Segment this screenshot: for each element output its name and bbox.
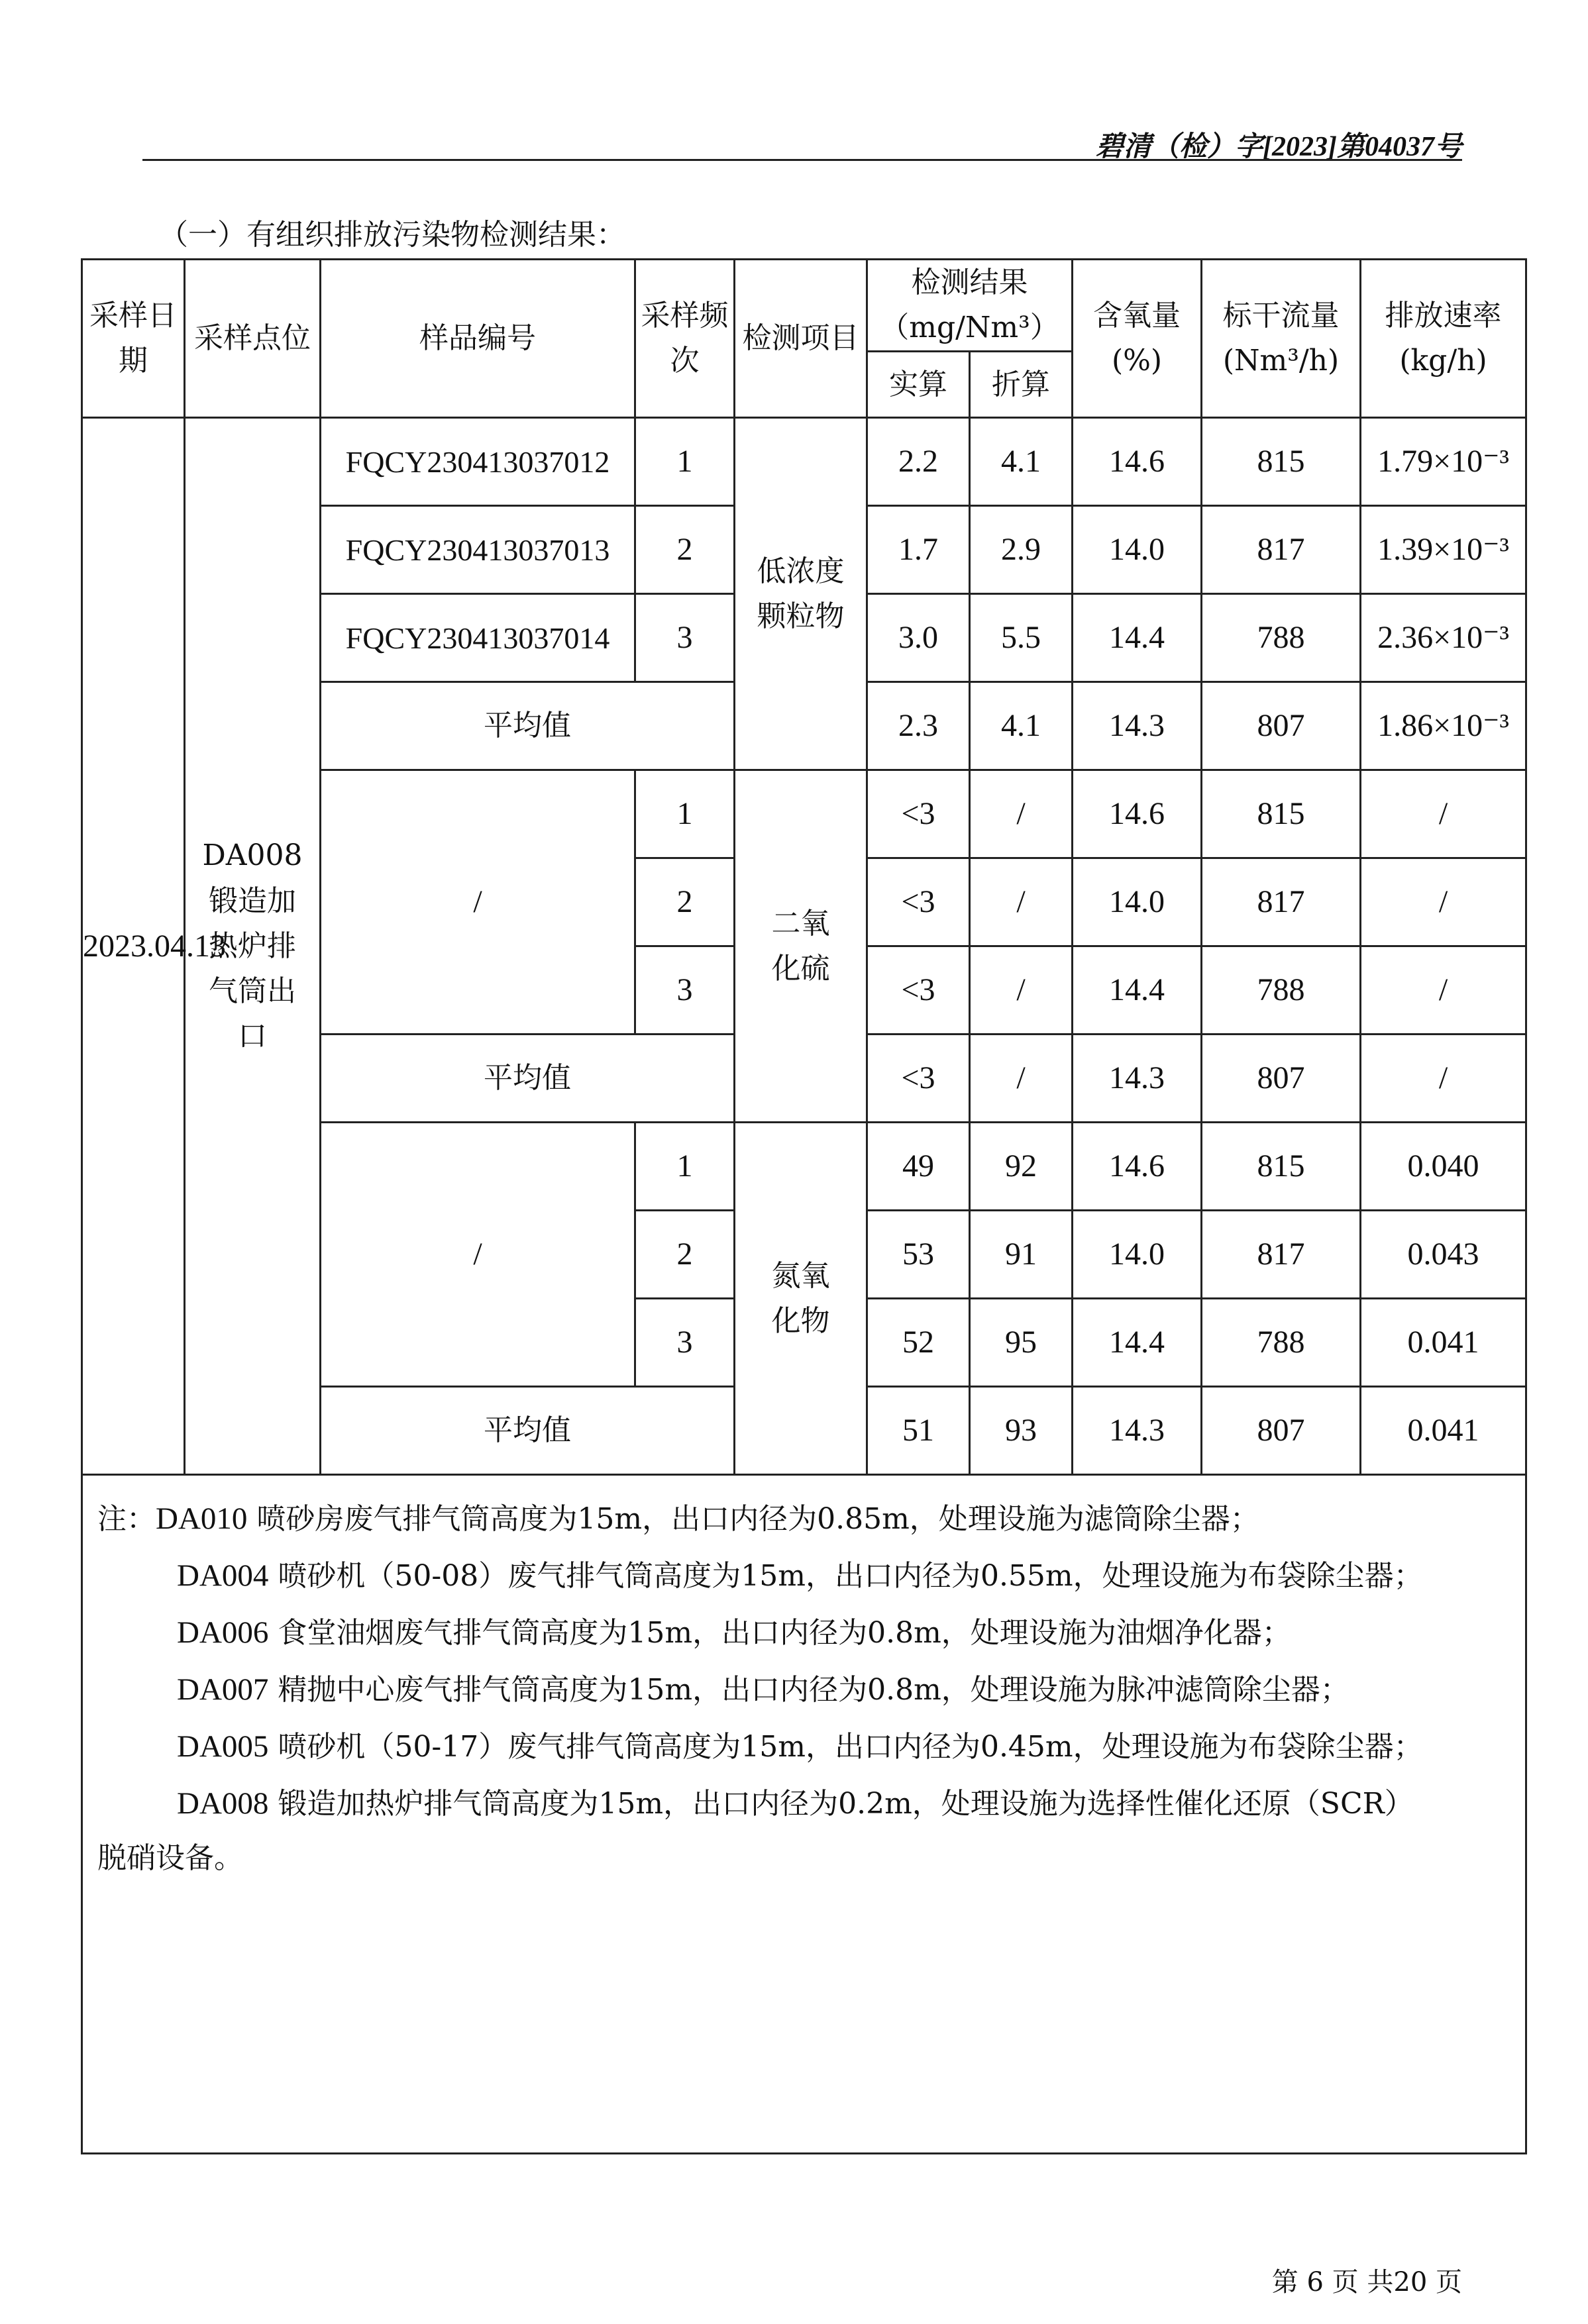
- actual-value: 49: [867, 1123, 970, 1211]
- rate-value: /: [1361, 770, 1526, 858]
- note-prefix: 注：: [97, 1502, 156, 1537]
- rate-value: 0.041: [1361, 1387, 1526, 1475]
- test-item: 氮氧化物: [735, 1123, 867, 1475]
- note-continuation: 脱硝设备。: [97, 1841, 243, 1876]
- rate-value: /: [1361, 1035, 1526, 1123]
- note-text: 精抛中心废气排气筒高度为15m，出口内径为0.8m，处理设施为脉冲滤筒除尘器；: [278, 1673, 1350, 1707]
- average-label: 平均值: [321, 1387, 735, 1475]
- flow-value: 815: [1202, 1123, 1361, 1211]
- oxygen-value: 14.4: [1073, 946, 1202, 1035]
- actual-value: 2.3: [867, 682, 970, 770]
- actual-value: <3: [867, 1035, 970, 1123]
- actual-value: <3: [867, 858, 970, 946]
- actual-value: <3: [867, 946, 970, 1035]
- note-text: 喷砂机（50-08）废气排气筒高度为15m，出口内径为0.55m，处理设施为布袋除尘器；: [278, 1559, 1423, 1593]
- report-number: 碧清（检）字[2023]第04037号: [1096, 132, 1462, 162]
- freq: 3: [635, 1299, 735, 1387]
- actual-value: 3.0: [867, 594, 970, 682]
- flow-value: 807: [1202, 1035, 1361, 1123]
- rate-value: 0.040: [1361, 1123, 1526, 1211]
- freq: 3: [635, 594, 735, 682]
- actual-value: <3: [867, 770, 970, 858]
- oxygen-value: 14.0: [1073, 506, 1202, 594]
- converted-value: 91: [970, 1211, 1073, 1299]
- sample-id: /: [321, 1123, 635, 1387]
- rate-value: 1.39×10⁻³: [1361, 506, 1526, 594]
- rate-value: /: [1361, 858, 1526, 946]
- header-result: 检测结果（mg/Nm³）: [867, 260, 1073, 352]
- oxygen-value: 14.6: [1073, 1123, 1202, 1211]
- converted-value: 2.9: [970, 506, 1073, 594]
- converted-value: /: [970, 1035, 1073, 1123]
- freq: 1: [635, 1123, 735, 1211]
- flow-value: 807: [1202, 1387, 1361, 1475]
- note-code: DA004: [177, 1558, 269, 1593]
- oxygen-value: 14.6: [1073, 770, 1202, 858]
- converted-value: 95: [970, 1299, 1073, 1387]
- note-line: [97, 1775, 1509, 1832]
- flow-value: 788: [1202, 1299, 1361, 1387]
- note-code: DA006: [177, 1615, 269, 1650]
- freq: 1: [635, 770, 735, 858]
- test-item: 二氧化硫: [735, 770, 867, 1123]
- header-rule: [142, 159, 1462, 161]
- oxygen-value: 14.3: [1073, 1035, 1202, 1123]
- header-actual: 实算: [867, 352, 970, 418]
- oxygen-value: 14.6: [1073, 418, 1202, 506]
- converted-value: 93: [970, 1387, 1073, 1475]
- header-flow: 标干流量(Nm³/h): [1202, 260, 1361, 418]
- flow-value: 815: [1202, 418, 1361, 506]
- header-rate: 排放速率(kg/h): [1361, 260, 1526, 418]
- flow-value: 788: [1202, 946, 1361, 1035]
- header-oxygen: 含氧量(%): [1073, 260, 1202, 418]
- flow-value: 788: [1202, 594, 1361, 682]
- oxygen-value: 14.3: [1073, 682, 1202, 770]
- flow-value: 817: [1202, 1211, 1361, 1299]
- freq: 2: [635, 1211, 735, 1299]
- page-number: 第 6 页 共20 页: [1271, 2267, 1462, 2298]
- rate-value: 0.043: [1361, 1211, 1526, 1299]
- sample-id: FQCY230413037014: [321, 594, 635, 682]
- flow-value: 817: [1202, 858, 1361, 946]
- note-text: 喷砂房废气排气筒高度为15m，出口内径为0.85m，处理设施为滤筒除尘器；: [256, 1502, 1259, 1537]
- converted-value: /: [970, 770, 1073, 858]
- freq: 2: [635, 506, 735, 594]
- note-text: 食堂油烟废气排气筒高度为15m，出口内径为0.8m，处理设施为油烟净化器；: [278, 1616, 1291, 1650]
- flow-value: 817: [1202, 506, 1361, 594]
- note-code: DA010: [156, 1501, 248, 1537]
- oxygen-value: 14.4: [1073, 594, 1202, 682]
- sample-id: FQCY230413037013: [321, 506, 635, 594]
- note-line: [97, 1604, 1509, 1661]
- freq: 3: [635, 946, 735, 1035]
- oxygen-value: 14.4: [1073, 1299, 1202, 1387]
- test-item: 低浓度颗粒物: [735, 418, 867, 770]
- header-freq: 采样频次: [635, 260, 735, 418]
- header-sample-id: 样品编号: [321, 260, 635, 418]
- rate-value: 2.36×10⁻³: [1361, 594, 1526, 682]
- freq: 1: [635, 418, 735, 506]
- actual-value: 51: [867, 1387, 970, 1475]
- oxygen-value: 14.3: [1073, 1387, 1202, 1475]
- rate-value: 1.79×10⁻³: [1361, 418, 1526, 506]
- converted-value: 4.1: [970, 682, 1073, 770]
- sample-id: FQCY230413037012: [321, 418, 635, 506]
- converted-value: /: [970, 946, 1073, 1035]
- rate-value: 0.041: [1361, 1299, 1526, 1387]
- oxygen-value: 14.0: [1073, 858, 1202, 946]
- section-title: （一）有组织排放污染物检测结果：: [159, 218, 625, 252]
- note-line: [97, 1661, 1509, 1718]
- sample-date: 2023.04.13: [82, 418, 185, 1475]
- average-label: 平均值: [321, 1035, 735, 1123]
- converted-value: /: [970, 858, 1073, 946]
- actual-value: 2.2: [867, 418, 970, 506]
- header-point: 采样点位: [185, 260, 321, 418]
- oxygen-value: 14.0: [1073, 1211, 1202, 1299]
- sample-id: /: [321, 770, 635, 1035]
- rate-value: 1.86×10⁻³: [1361, 682, 1526, 770]
- average-label: 平均值: [321, 682, 735, 770]
- header-date: 采样日期: [82, 260, 185, 418]
- note-code: DA007: [177, 1672, 269, 1707]
- notes-cell: [82, 1475, 1526, 2154]
- converted-value: 4.1: [970, 418, 1073, 506]
- actual-value: 52: [867, 1299, 970, 1387]
- note-text: 喷砂机（50-17）废气排气筒高度为15m，出口内径为0.45m，处理设施为布袋除尘器；: [278, 1730, 1423, 1764]
- note-line: [97, 1490, 1509, 1547]
- header-converted: 折算: [970, 352, 1073, 418]
- results-table: [81, 258, 1527, 2154]
- actual-value: 1.7: [867, 506, 970, 594]
- converted-value: 92: [970, 1123, 1073, 1211]
- sample-point: DA008锻造加热炉排气筒出口: [185, 418, 321, 1475]
- note-line: [97, 1547, 1509, 1604]
- rate-value: /: [1361, 946, 1526, 1035]
- converted-value: 5.5: [970, 594, 1073, 682]
- flow-value: 807: [1202, 682, 1361, 770]
- flow-value: 815: [1202, 770, 1361, 858]
- freq: 2: [635, 858, 735, 946]
- note-text: 锻造加热炉排气筒高度为15m，出口内径为0.2m，处理设施为选择性催化还原（SCR）: [278, 1787, 1414, 1821]
- header-item: 检测项目: [735, 260, 867, 418]
- actual-value: 53: [867, 1211, 970, 1299]
- note-code: DA008: [177, 1786, 269, 1821]
- note-code: DA005: [177, 1729, 269, 1764]
- note-line: [97, 1718, 1509, 1775]
